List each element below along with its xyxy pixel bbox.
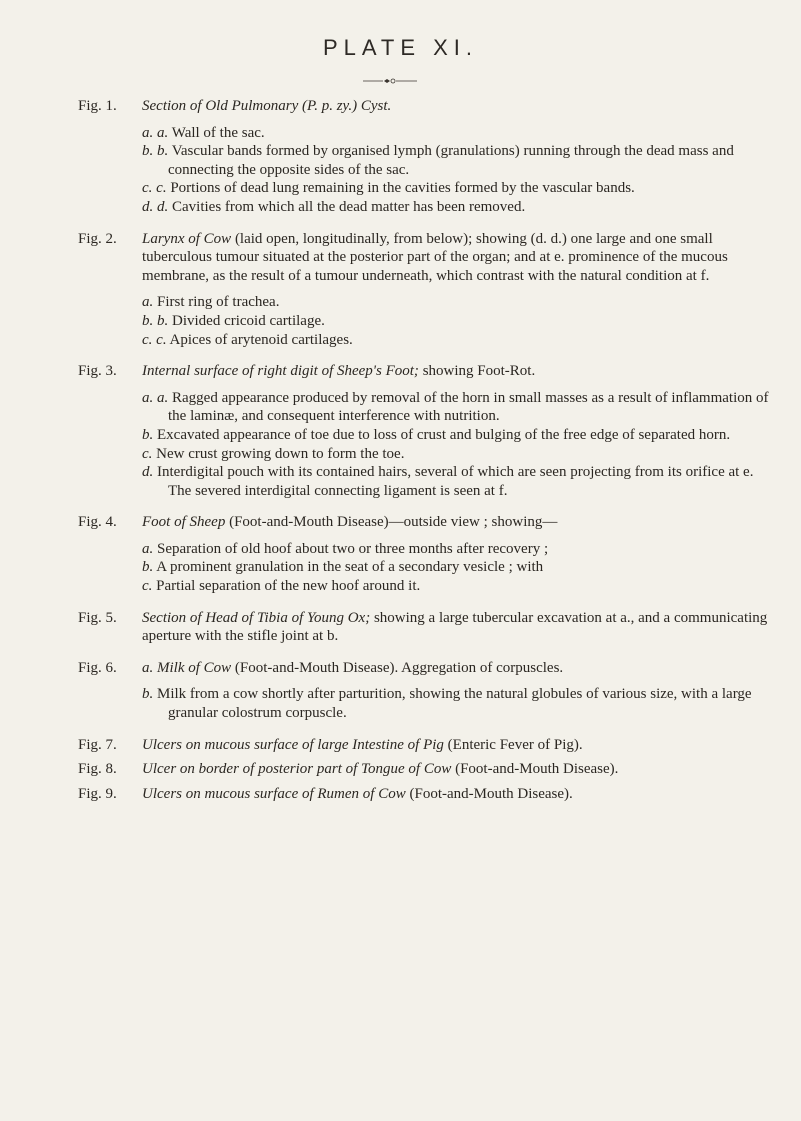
legend-item: c. c. Portions of dead lung remaining in the cavities formed by the vascular bands. [142, 180, 635, 197]
legend-item: b. Excavated appearance of toe due to loss of crust and bulging of the free edge of separated horn. [142, 426, 731, 443]
legend-item: d. Interdigital pouch with its contained hairs, several of which are seen projecting from its orifice at e. The severed interdigital connecting ligament is seen at f. [142, 464, 754, 499]
figure-list [78, 97, 778, 803]
figure-description: (Foot-and-Mouth Disease). Aggregation of corpuscles. [234, 659, 564, 676]
figure-description: (Enteric Fever of Pig). [447, 736, 583, 753]
legend-item: b. b. Vascular bands formed by organised lymph (granulations) running through the dead mass and connecting the opposite sides of the sac. [142, 143, 734, 178]
legend-item: a. a. Wall of the sac. [142, 124, 265, 141]
figure-label: Fig. 4. [78, 514, 117, 531]
figure-description: (Foot-and-Mouth Disease). [409, 785, 573, 802]
figure-title: Ulcers on mucous surface of large Intestine of Pig [142, 736, 444, 753]
figure-label: Fig. 2. [78, 230, 117, 247]
figure-title: Section of Head of Tibia of Young Ox; [142, 609, 371, 626]
figure-label: Fig. 7. [78, 736, 117, 753]
figure-entry [78, 362, 778, 500]
figure-title: Ulcers on mucous surface of Rumen of Cow [142, 785, 406, 802]
figure-description: (laid open, longitudinally, from below); showing (d. d.) one large and one small tuberculous tumour situated at the posterior part of the organ; and at e. prominence of the mucous membrane, as the result of a tumour underneath, which contrast with the natural condition at f. [142, 230, 728, 284]
legend-item: b. Milk from a cow shortly after parturition, showing the natural globules of various size, with a large granular colostrum corpuscle. [142, 686, 752, 722]
legend-item: a. Separation of old hoof about two or three months after recovery ; [142, 540, 549, 557]
figure-entry [78, 513, 778, 595]
legend-item: a. First ring of trachea. [142, 294, 280, 311]
legend-item: b. A prominent granulation in the seat of a secondary vesicle ; with [142, 559, 544, 576]
figure-entry [78, 230, 778, 350]
figure-description: showing Foot-Rot. [422, 363, 536, 380]
legend-item: c. Partial separation of the new hoof around it. [142, 578, 421, 595]
figure-title: Internal surface of right digit of Sheep's Foot; [142, 363, 419, 380]
figure-label: Fig. 1. [78, 98, 117, 114]
legend-item: a. a. Ragged appearance produced by removal of the horn in small masses as a result of inflammation of the laminæ, and consequent interference with nutrition. [142, 389, 769, 425]
figure-label: Fig. 8. [78, 761, 117, 778]
figure-label: Fig. 3. [78, 363, 117, 380]
figure-entry [78, 609, 778, 646]
figure-entry [78, 736, 778, 755]
divider-ornament [363, 77, 417, 85]
legend-item: c. c. Apices of arytenoid cartilages. [142, 331, 353, 348]
figure-entry [78, 760, 778, 779]
figure-label: Fig. 5. [78, 609, 117, 626]
figure-description: (Foot-and-Mouth Disease)—outside view ; showing— [229, 514, 558, 531]
figure-title: Ulcer on border of posterior part of Tongue of Cow [142, 761, 452, 778]
figure-title: Foot of Sheep [142, 514, 226, 531]
figure-entry [78, 785, 778, 804]
figure-entry [78, 659, 778, 723]
figure-label: Fig. 6. [78, 659, 117, 676]
figure-title: Section of Old Pulmonary (P. p. zy.) Cyst. [142, 98, 392, 114]
figure-description: (Foot-and-Mouth Disease). [455, 761, 619, 778]
figure-description: showing a large tubercular excavation at a., and a communicating aperture with the stifle joint at b. [142, 609, 768, 645]
plate-title: PLATE XI. [322, 35, 479, 60]
legend-item: c. New crust growing down to form the toe. [142, 445, 405, 462]
figure-label: Fig. 9. [78, 785, 117, 802]
legend-item: b. b. Divided cricoid cartilage. [142, 312, 325, 329]
figure-title: Larynx of Cow [142, 230, 232, 247]
figure-title: a. Milk of Cow [142, 659, 232, 676]
figure-entry [78, 97, 778, 217]
legend-item: d. d. Cavities from which all the dead matter has been removed. [142, 198, 526, 215]
